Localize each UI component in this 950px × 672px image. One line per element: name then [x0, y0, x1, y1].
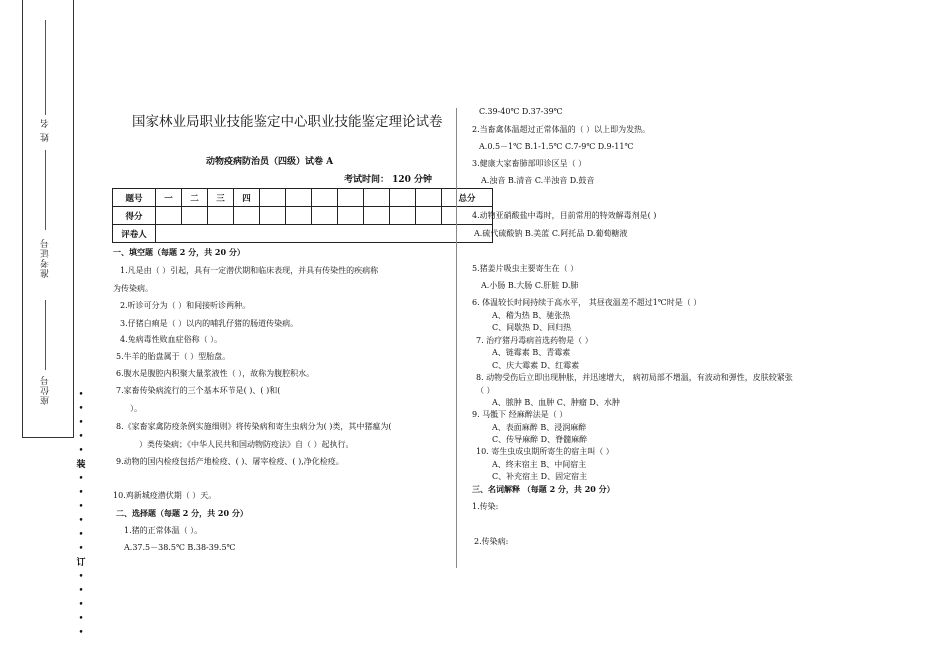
fill-q7b: ）。 [130, 404, 142, 413]
fill-q2: 2.听诊可分为（ ）和间接听诊两种。 [120, 301, 251, 310]
score-cell [286, 207, 312, 225]
section-3-title: 三、名词解释 （每题 2 分，共 20 分） [472, 484, 615, 494]
fill-q1a: 1.凡是由（ ）引起，具有一定潜伏期和临床表现，并具有传染性的疾病称 [120, 266, 379, 275]
section-2-title: 二、选择题（每题 2 分，共 20 分） [116, 508, 248, 518]
grader-row [113, 225, 493, 243]
fill-q10: 10.鸡新城疫潜伏期（ ）天。 [113, 491, 217, 500]
score-cell [338, 189, 364, 207]
score-cell [338, 207, 364, 225]
fill-q4: 4.兔病毒性败血症俗称（ ）。 [120, 335, 223, 344]
binding-dot: • [78, 586, 84, 596]
choice-q5: 5.猪姜片吸虫主要寄生在（ ） [472, 264, 579, 273]
name-write-line [45, 20, 46, 115]
binding-dot: • [78, 418, 84, 428]
seat-write-line [45, 300, 46, 370]
score-cell [260, 207, 286, 225]
binding-dot: • [78, 530, 84, 540]
choice-q8-options: A、脓肿 B、血肿 C、肿瘤 D、水肿 [492, 398, 620, 407]
fill-q9: 9.动物的国内检疫包括产地检疫、( )、屠宰检疫、( ),净化检疫。 [116, 457, 344, 466]
score-cell [312, 189, 338, 207]
score-cell [364, 189, 390, 207]
column-divider [456, 108, 457, 568]
ticket-write-line [45, 150, 46, 230]
score-row [113, 207, 493, 225]
choice-q8b: （ ） [476, 386, 495, 395]
score-cell [312, 207, 338, 225]
fill-q3: 3.仔猪白痢是（ ）以内的哺乳仔猪的肠道传染病。 [120, 319, 299, 328]
binding-dot: • [78, 614, 84, 624]
score-cell: 评卷人 [113, 225, 156, 243]
choice-q6-options-cd: C、间歇热 D、回归热 [492, 323, 572, 332]
choice-q6-options-ab: A、稽为热 B、驰张热 [492, 311, 571, 320]
name-label: 姓 名 [41, 118, 51, 142]
bind-char-zhuang: 装 [76, 460, 86, 470]
choice-q2: 2.当畜禽体温超过正常体温的（ ）以上即为发热。 [472, 125, 651, 134]
choice-q2-options: A.0.5－1℃ B.1-1.5℃ C.7-9℃ D.9-11℃ [479, 142, 634, 151]
page-title: 国家林业局职业技能鉴定中心职业技能鉴定理论试卷 [132, 114, 443, 130]
choice-q3: 3.健康大家畜肺部叩诊区呈（ ） [472, 159, 587, 168]
score-cell: 二 [182, 189, 208, 207]
choice-q9-options-cd: C、传导麻醉 D、脊髓麻醉 [492, 435, 588, 444]
score-cell: 得分 [113, 207, 156, 225]
binding-box [22, 0, 74, 438]
choice-q9-options-ab: A、表面麻醉 B、浸润麻醉 [492, 423, 587, 432]
exam-time: 考试时间： 120 分钟 [344, 175, 433, 185]
choice-q1: 1.猪的正常体温（ ）。 [124, 526, 203, 535]
choice-q7-options-cd: C、庆大霉素 D、红霉素 [492, 361, 580, 370]
score-cell [416, 189, 442, 207]
score-cell [364, 207, 390, 225]
choice-q5-options: A.小肠 B.大肠 C.肝脏 D.肺 [481, 281, 579, 290]
binding-dot: • [78, 516, 84, 526]
score-cell [390, 207, 416, 225]
score-cell: 题号 [113, 189, 156, 207]
section-1-title: 一、填空题（每题 2 分，共 20 分） [113, 247, 245, 257]
score-cell [260, 189, 286, 207]
fill-q7a: 7.家畜传染病流行的三个基本环节是( )、( )和( [116, 386, 281, 395]
binding-dot: • [78, 390, 84, 400]
fill-q8a: 8.《家畜家禽防疫条例实施细则》将传染病和寄生虫病分为( )类，其中猪瘟为( [116, 422, 392, 431]
binding-dot: • [78, 628, 84, 638]
bind-char-ding: 订 [76, 558, 86, 568]
score-cell[interactable] [234, 207, 260, 225]
choice-q1-options-cont: C.39-40℃ D.37-39℃ [479, 107, 563, 116]
binding-dot: • [78, 572, 84, 582]
choice-q9: 9. 马骶下 经麻醉法是（ ） [472, 410, 568, 419]
score-cell [156, 225, 493, 243]
score-cell [416, 207, 442, 225]
term-2: 2.传染病: [474, 537, 509, 546]
score-cell: 四 [234, 189, 260, 207]
score-cell[interactable] [208, 207, 234, 225]
binding-dot: • [78, 544, 84, 554]
score-table [112, 188, 493, 243]
ticket-label: 准考证号 [41, 238, 51, 278]
choice-q10-options-ab: A、终末宿主 B、中间宿主 [492, 460, 587, 469]
choice-q4: 4.动物亚硝酸盐中毒时，目前常用的特效解毒剂是( ) [472, 211, 657, 220]
score-cell[interactable] [156, 207, 182, 225]
choice-q7: 7. 治疗猪丹毒病首选药物是（ ） [476, 336, 593, 345]
choice-q10-options-cd: C、补充宿主 D、固定宿主 [492, 472, 588, 481]
fill-q1b: 为传染病。 [113, 284, 153, 293]
binding-dot: • [78, 488, 84, 498]
fill-q5: 5.牛羊的胎盘属于（ ）型胎盘。 [116, 352, 231, 361]
score-cell: 三 [208, 189, 234, 207]
choice-q4-options: A.硫代硫酸钠 B.美蓝 C.阿托品 D.葡萄糖液 [474, 229, 628, 238]
term-1: 1.传染: [472, 502, 499, 511]
exam-subtitle: 动物疫病防治员（四级）试卷 A [206, 157, 334, 167]
binding-dot: • [78, 502, 84, 512]
score-header-row [113, 189, 493, 207]
score-cell: 总分 [442, 189, 493, 207]
choice-q10: 10. 寄生虫成虫期所寄生的宿主叫（ ） [476, 447, 614, 456]
seat-label: 座位号 [41, 375, 51, 405]
fill-q6: 6.腹水是腹腔内积聚大量浆液性（ ），故称为腹腔积水。 [116, 369, 315, 378]
binding-dot: • [78, 600, 84, 610]
score-cell [390, 189, 416, 207]
choice-q1-options: A.37.5－38.5℃ B.38-39.5℃ [124, 543, 236, 552]
binding-dots-top [76, 388, 86, 640]
score-cell [286, 189, 312, 207]
fill-q8b: ）类传染病；《中华人民共和国动物防疫法》自（ ）起执行。 [139, 440, 354, 449]
choice-q6: 6. 体温较长时间持续于高水平， 其昼夜温差不超过1℃时是（ ） [472, 298, 702, 307]
binding-dot: • [78, 474, 84, 484]
binding-dot: • [78, 404, 84, 414]
choice-q3-options: A.浊音 B.清音 C.半浊音 D.鼓音 [481, 176, 595, 185]
binding-dot: • [78, 432, 84, 442]
choice-q8a: 8. 动物受伤后立即出现肿胀，并迅速增大， 病初局部不增温，有波动和弹性，皮肤较紧张 [476, 373, 793, 382]
score-cell[interactable] [182, 207, 208, 225]
binding-dot: • [78, 446, 84, 456]
score-cell: 一 [156, 189, 182, 207]
choice-q7-options-ab: A、链霉素 B、青霉素 [492, 348, 571, 357]
